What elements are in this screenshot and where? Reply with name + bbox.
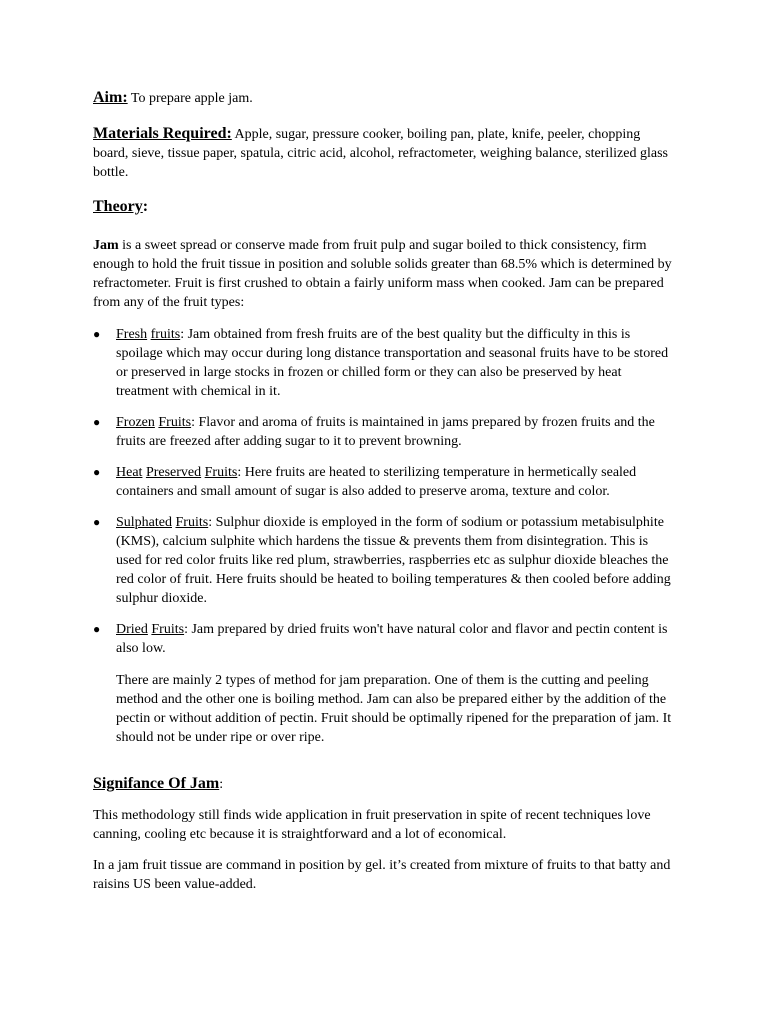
materials-label: Materials Required: xyxy=(93,125,232,142)
item-word-2: Preserved xyxy=(145,465,202,480)
item-word-1: Heat xyxy=(116,465,143,480)
bullet-icon: ● xyxy=(93,515,101,529)
significance-paragraph-2: In a jam fruit tissue are command in position by gel. it’s created from mixture of fruits to that batty and raisins US been value-added. xyxy=(93,858,671,892)
item-word-1: Sulphated xyxy=(116,515,172,530)
item-word-2: Fruits xyxy=(175,515,209,530)
item-text: : Sulphur dioxide is employed in the form of sodium or potassium metabisulphite (KMS), calcium sulphite which hardens the tissue & prevents them from disintegration. This is used for red color fruits like red plum, strawberries, raspberries etc as sulphur dioxide bleaches the red color of fruit. Here fruits should be heated to boiling temperatures & then cooled before adding sulphur dioxide. xyxy=(116,515,671,606)
aim-text: To prepare apple jam. xyxy=(127,91,253,106)
theory-intro-text: is a sweet spread or conserve made from fruit pulp and sugar boiled to thick consistency, firm enough to hold the fruit tissue in position and soluble solids greater than 68.5% which is determined by refractometer. Fruit is first crushed to obtain a fairly uniform mass when cooked. Jam can be prepared from any of the fruit types: xyxy=(93,238,672,310)
significance-paragraph-1: This methodology still finds wide application in fruit preservation in spite of recent techniques love canning, cooling etc because it is straightforward and a lot of economical. xyxy=(93,808,651,842)
aim-line xyxy=(93,88,673,108)
significance-heading-colon: : xyxy=(219,777,224,792)
item-word-3: Fruits xyxy=(204,465,238,480)
list-item xyxy=(93,413,673,451)
list-item xyxy=(93,513,673,608)
item-text: : Jam prepared by dried fruits won't have natural color and flavor and pectin content is also low. xyxy=(116,622,668,656)
list-item xyxy=(93,463,673,501)
significance-heading xyxy=(93,774,673,794)
materials-paragraph xyxy=(93,124,673,182)
theory-heading-text: Theory xyxy=(93,198,143,215)
jam-term: Jam xyxy=(93,238,119,253)
theory-heading-colon: : xyxy=(142,198,149,215)
item-word-1: Dried xyxy=(116,622,148,637)
item-word-1: Frozen xyxy=(116,415,155,430)
bullet-icon: ● xyxy=(93,465,101,479)
methods-paragraph: There are mainly 2 types of method for jam preparation. One of them is the cutting and peeling method and the other one is boiling method. Jam can also be prepared either by the addition of the pectin or without addition of pectin. Fruit should be optimally ripened for the preparation of jam. It should not be under ripe or over ripe. xyxy=(116,673,672,745)
bullet-icon: ● xyxy=(93,415,101,429)
item-text: : Jam obtained from fresh fruits are of the best quality but the difficulty in this is spoilage which may occur during long distance transportation and seasonal fruits have to be stored or preserved in large stocks in frozen or chilled form or they can also be preserved by heat treatment with chemical in it. xyxy=(116,327,669,399)
bullet-icon: ● xyxy=(93,327,101,341)
item-text: : Here fruits are heated to sterilizing temperature in hermetically sealed containers and small amount of sugar is also added to preserve aroma, texture and color. xyxy=(116,465,637,499)
list-item xyxy=(93,325,673,401)
item-word-2: fruits xyxy=(150,327,181,342)
item-word-2: Fruits xyxy=(151,622,185,637)
materials-text: Apple, sugar, pressure cooker, boiling pan, plate, knife, peeler, chopping board, sieve, tissue paper, spatula, citric acid, alcohol, refractometer, weighing balance, sterilized glass bottle. xyxy=(93,127,668,180)
item-text: : Flavor and aroma of fruits is maintained in jams prepared by frozen fruits and the fruits are freezed after adding sugar to it to prevent browning. xyxy=(116,415,655,449)
theory-heading xyxy=(93,197,673,217)
significance-heading-text: Signifance Of Jam xyxy=(93,775,220,792)
fruit-types-list xyxy=(93,325,673,658)
document-page xyxy=(93,88,673,894)
item-word-1: Fresh xyxy=(116,327,148,342)
list-item xyxy=(93,620,673,658)
theory-intro xyxy=(93,236,673,312)
item-word-2: Fruits xyxy=(158,415,192,430)
aim-label: Aim: xyxy=(93,89,128,106)
bullet-icon: ● xyxy=(93,622,101,636)
